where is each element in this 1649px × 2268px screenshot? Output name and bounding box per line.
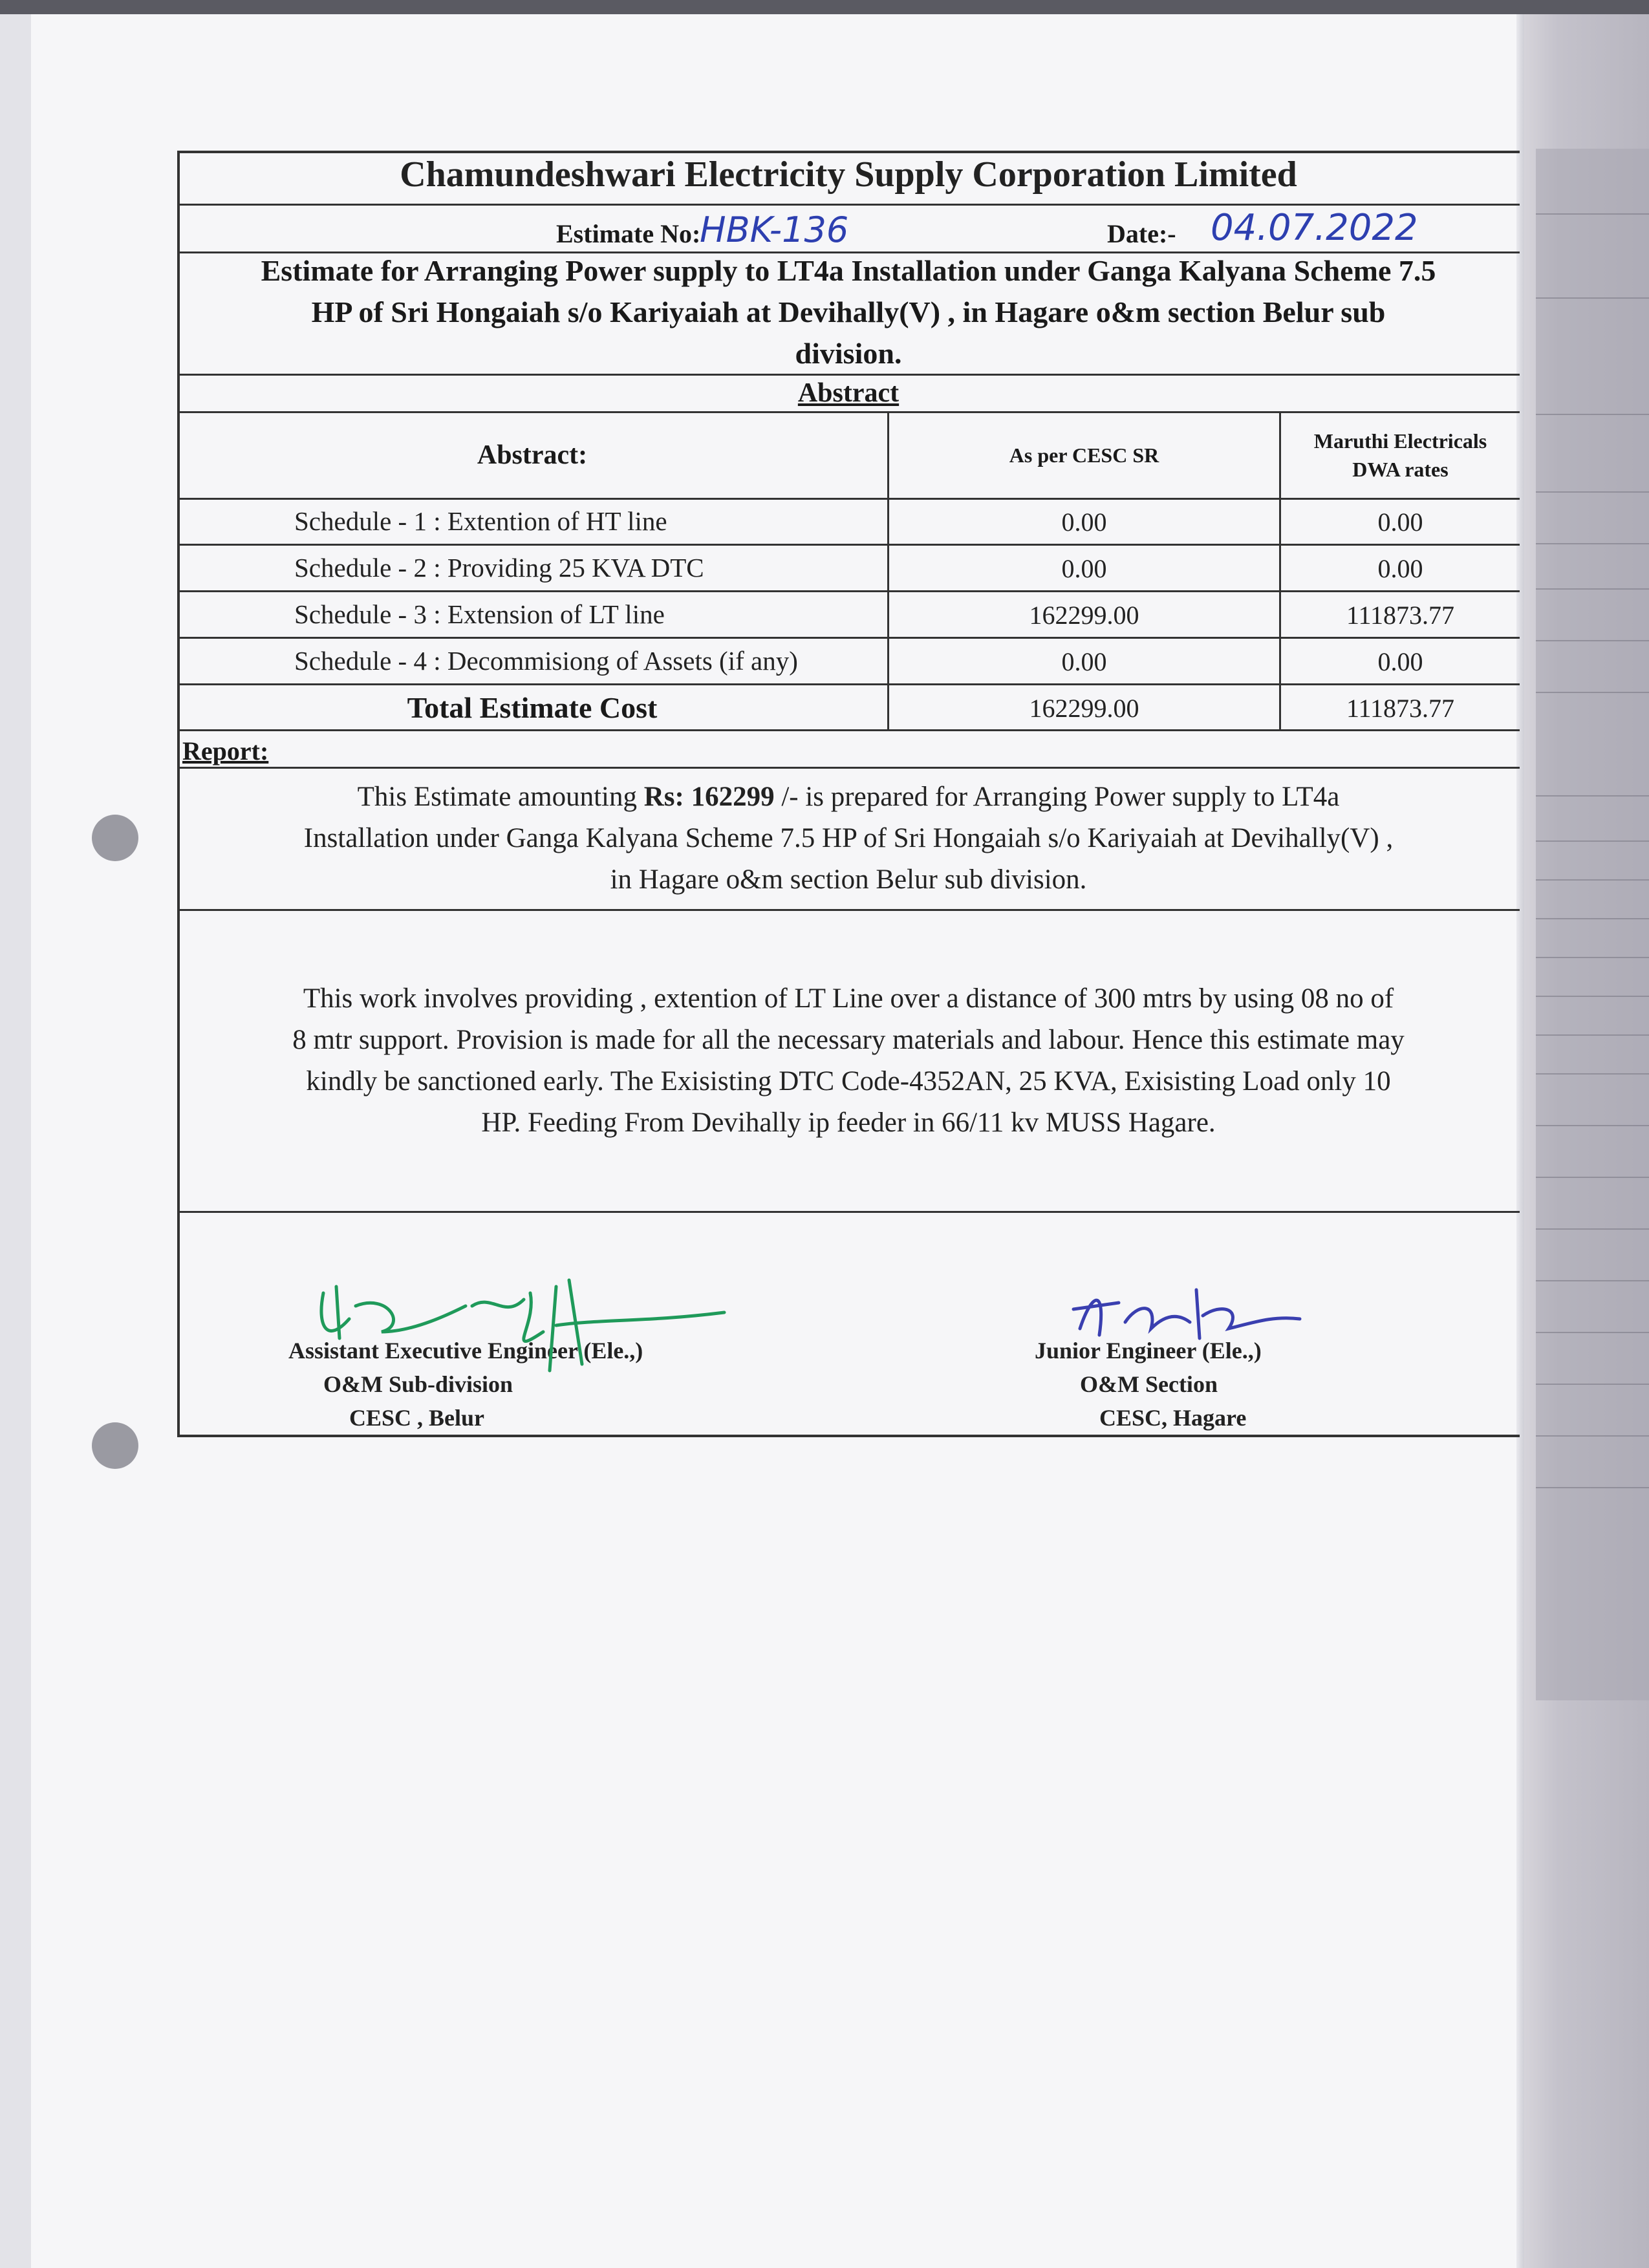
aee-place: CESC , Belur bbox=[349, 1405, 485, 1431]
subject-line-3: division. bbox=[795, 337, 902, 370]
under-row-line bbox=[1536, 1228, 1649, 1230]
report-label: Report: bbox=[182, 736, 269, 765]
under-row-line bbox=[1536, 879, 1649, 881]
schedule-3-label: Schedule - 3 : Extension of LT line bbox=[294, 599, 665, 629]
schedule-4-label: Schedule - 4 : Decommisiong of Assets (if any) bbox=[294, 646, 798, 676]
col-header-maruthi-1: Maruthi Electricals bbox=[1313, 429, 1487, 453]
underlying-page-table bbox=[1536, 149, 1649, 1700]
under-row-line bbox=[1536, 213, 1649, 215]
row-divider bbox=[177, 374, 1520, 376]
under-row-line bbox=[1536, 414, 1649, 415]
subject-line-1: Estimate for Arranging Power supply to LT4a Installation under Ganga Kalyana Scheme 7.5 bbox=[261, 254, 1436, 287]
report-amount: Rs: 162299 bbox=[643, 782, 775, 812]
row-divider bbox=[177, 590, 1520, 592]
je-office: O&M Section bbox=[1080, 1371, 1218, 1397]
under-row-line bbox=[1536, 543, 1649, 544]
report-para1-post: /- is prepared for Arranging Power supply to LT4a bbox=[774, 782, 1340, 812]
report-para1-line3: in Hagare o&m section Belur sub division. bbox=[610, 864, 1087, 895]
report-para1-pre: This Estimate amounting bbox=[357, 782, 644, 812]
report-para1-line1 bbox=[177, 781, 1520, 813]
je-place: CESC, Hagare bbox=[1099, 1405, 1247, 1431]
row-divider bbox=[177, 767, 1520, 769]
schedule-1-label: Schedule - 1 : Extention of HT line bbox=[294, 506, 667, 536]
estimate-no-label: Estimate No: bbox=[556, 219, 701, 248]
under-row-line bbox=[1536, 1280, 1649, 1281]
schedule-4-maruthi: 0.00 bbox=[1377, 647, 1423, 676]
row-divider bbox=[177, 683, 1520, 685]
report-para2-line3: kindly be sanctioned early. The Exisisting DTC Code-4352AN, 25 KVA, Exisisting Load only 10 bbox=[306, 1066, 1391, 1097]
schedule-1-cesc: 0.00 bbox=[1061, 508, 1107, 537]
col-header-cesc: As per CESC SR bbox=[1009, 444, 1159, 467]
under-row-line bbox=[1536, 491, 1649, 493]
je-title: Junior Engineer (Ele.,) bbox=[1035, 1338, 1262, 1364]
under-row-line bbox=[1536, 1177, 1649, 1178]
schedule-2-maruthi: 0.00 bbox=[1377, 554, 1423, 583]
under-row-line bbox=[1536, 640, 1649, 641]
estimate-no-value: HBK-136 bbox=[700, 209, 849, 250]
under-row-line bbox=[1536, 297, 1649, 299]
row-divider bbox=[177, 909, 1520, 911]
schedule-2-label: Schedule - 2 : Providing 25 KVA DTC bbox=[294, 553, 704, 583]
aee-title: Assistant Executive Engineer (Ele.,) bbox=[288, 1338, 643, 1364]
under-row-line bbox=[1536, 1125, 1649, 1126]
company-name: Chamundeshwari Electricity Supply Corporation Limited bbox=[400, 155, 1297, 195]
date-label: Date:- bbox=[1107, 219, 1176, 248]
aee-signature-mark bbox=[310, 1267, 737, 1384]
aee-office: O&M Sub-division bbox=[323, 1371, 513, 1397]
row-divider bbox=[177, 204, 1520, 206]
subject-line-2: HP of Sri Hongaiah s/o Kariyaiah at Devihally(V) , in Hagare o&m section Belur sub bbox=[311, 295, 1386, 328]
under-row-line bbox=[1536, 1034, 1649, 1036]
page-top-shadow bbox=[0, 0, 1649, 14]
report-para2-line1: This work involves providing , extention of LT Line over a distance of 300 mtrs by using 08 no of bbox=[303, 983, 1394, 1014]
punch-hole bbox=[92, 815, 138, 861]
date-value: 04.07.2022 bbox=[1211, 207, 1418, 249]
row-divider bbox=[177, 1211, 1520, 1213]
row-divider bbox=[177, 637, 1520, 639]
schedule-1-maruthi: 0.00 bbox=[1377, 508, 1423, 537]
schedule-4-cesc: 0.00 bbox=[1061, 647, 1107, 676]
report-para2-line2: 8 mtr support. Provision is made for all the necessary materials and labour. Hence this estimate may bbox=[292, 1025, 1405, 1055]
report-para1-line2: Installation under Ganga Kalyana Scheme 7.5 HP of Sri Hongaiah s/o Kariyaiah at Devihally(V) , bbox=[303, 823, 1394, 853]
abstract-section-title: Abstract bbox=[797, 378, 900, 408]
row-divider bbox=[177, 411, 1520, 413]
col-header-maruthi-2: DWA rates bbox=[1352, 458, 1449, 481]
col-header-abstract: Abstract: bbox=[477, 440, 588, 470]
under-row-line bbox=[1536, 957, 1649, 958]
row-divider bbox=[177, 729, 1520, 731]
report-para2-line4: HP. Feeding From Devihally ip feeder in 66/11 kv MUSS Hagare. bbox=[481, 1107, 1216, 1138]
total-label: Total Estimate Cost bbox=[407, 691, 658, 724]
under-row-line bbox=[1536, 996, 1649, 997]
under-row-line bbox=[1536, 1384, 1649, 1385]
total-cesc: 162299.00 bbox=[1029, 694, 1139, 723]
under-row-line bbox=[1536, 588, 1649, 590]
under-row-line bbox=[1536, 840, 1649, 842]
page-left-shadow bbox=[0, 0, 31, 2268]
under-row-line bbox=[1536, 795, 1649, 797]
row-divider bbox=[177, 544, 1520, 546]
je-signature-mark bbox=[1067, 1277, 1313, 1348]
schedule-3-maruthi: 111873.77 bbox=[1346, 601, 1455, 630]
under-row-line bbox=[1536, 1073, 1649, 1075]
under-row-line bbox=[1536, 918, 1649, 919]
total-maruthi: 111873.77 bbox=[1346, 694, 1455, 723]
under-row-line bbox=[1536, 1332, 1649, 1333]
under-row-line bbox=[1536, 1435, 1649, 1437]
schedule-2-cesc: 0.00 bbox=[1061, 554, 1107, 583]
under-row-line bbox=[1536, 1487, 1649, 1488]
punch-hole bbox=[92, 1422, 138, 1469]
schedule-3-cesc: 162299.00 bbox=[1029, 601, 1139, 630]
row-divider bbox=[177, 498, 1520, 500]
under-row-line bbox=[1536, 692, 1649, 693]
